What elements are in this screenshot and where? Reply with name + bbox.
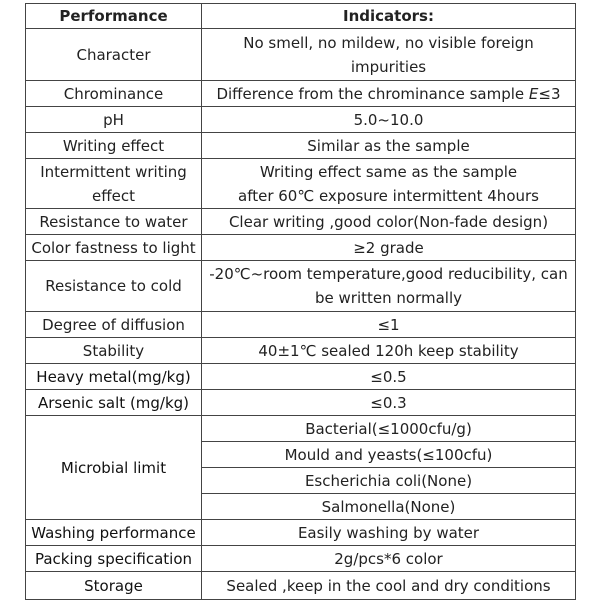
row-label-intermittent: [26, 159, 202, 209]
character-line1: No smell, no mildew, no visible foreign: [243, 33, 534, 52]
row-value-writing-effect: Similar as the sample: [202, 133, 576, 159]
row-label-ph: pH: [26, 107, 202, 133]
table-row: [26, 261, 576, 312]
specification-table: [25, 3, 576, 600]
row-label-microbial: Microbial limit: [26, 416, 202, 520]
microbial-item: Escherichia coli(None): [202, 468, 576, 494]
table-row: [26, 390, 576, 416]
table-row: [26, 209, 576, 235]
header-row: [26, 4, 576, 29]
table-row: [26, 312, 576, 338]
row-value-ph: 5.0~10.0: [202, 107, 576, 133]
microbial-item: Bacterial(≤1000cfu/g): [202, 416, 576, 442]
row-value-intermittent: [202, 159, 576, 209]
table-row: [26, 235, 576, 261]
row-label-storage: Storage: [26, 572, 202, 600]
table-row: [26, 572, 576, 600]
row-value-storage: Sealed ,keep in the cool and dry conditions: [202, 572, 576, 600]
row-label-writing-effect: Writing effect: [26, 133, 202, 159]
row-label-resistance-cold: Resistance to cold: [26, 261, 202, 312]
row-label-color-fastness: Color fastness to light: [26, 235, 202, 261]
intermittent-label-line1: Intermittent writing: [40, 162, 187, 181]
table-row: [26, 364, 576, 390]
header-indicators: Indicators:: [202, 4, 576, 29]
row-label-resistance-water: Resistance to water: [26, 209, 202, 235]
table-row: [26, 159, 576, 209]
row-label-arsenic: Arsenic salt (mg/kg): [26, 390, 202, 416]
row-value-heavy-metal: ≤0.5: [202, 364, 576, 390]
chrominance-prefix: Difference from the chrominance sample: [216, 84, 529, 103]
row-value-resistance-cold: [202, 261, 576, 312]
row-label-character: Character: [26, 29, 202, 81]
row-label-packing: Packing specification: [26, 546, 202, 572]
header-performance: Performance: [26, 4, 202, 29]
character-line2: impurities: [350, 57, 427, 76]
table-row: [26, 338, 576, 364]
table-row: [26, 133, 576, 159]
row-value-washing: Easily washing by water: [202, 520, 576, 546]
row-value-arsenic: ≤0.3: [202, 390, 576, 416]
row-label-heavy-metal: Heavy metal(mg/kg): [26, 364, 202, 390]
table-row: [26, 546, 576, 572]
table-row: [26, 81, 576, 107]
chrominance-symbol: E: [528, 84, 539, 103]
table-row: [26, 520, 576, 546]
row-value-packing: 2g/pcs*6 color: [202, 546, 576, 572]
table-row: [26, 107, 576, 133]
intermittent-line2: after 60℃ exposure intermittent 4hours: [238, 186, 539, 205]
row-value-diffusion: ≤1: [202, 312, 576, 338]
row-label-stability: Stability: [26, 338, 202, 364]
row-value-resistance-water: Clear writing ,good color(Non-fade design): [202, 209, 576, 235]
table-row: [26, 29, 576, 81]
chrominance-suffix: ≤3: [538, 84, 561, 103]
resistance-cold-line1: -20℃~room temperature,good reducibility, can: [209, 265, 568, 283]
row-value-chrominance: [202, 81, 576, 107]
microbial-item: Mould and yeasts(≤100cfu): [202, 442, 576, 468]
resistance-cold-line2: be written normally: [315, 289, 462, 307]
table-row: [26, 416, 576, 442]
row-label-washing: Washing performance: [26, 520, 202, 546]
intermittent-line1: Writing effect same as the sample: [259, 162, 518, 181]
row-label-chrominance: Chrominance: [26, 81, 202, 107]
microbial-item: Salmonella(None): [202, 494, 576, 520]
row-label-diffusion: Degree of diffusion: [26, 312, 202, 338]
intermittent-label-line2: effect: [92, 186, 135, 205]
row-value-character: [202, 29, 576, 81]
row-value-color-fastness: ≥2 grade: [202, 235, 576, 261]
row-value-stability: 40±1℃ sealed 120h keep stability: [202, 338, 576, 364]
